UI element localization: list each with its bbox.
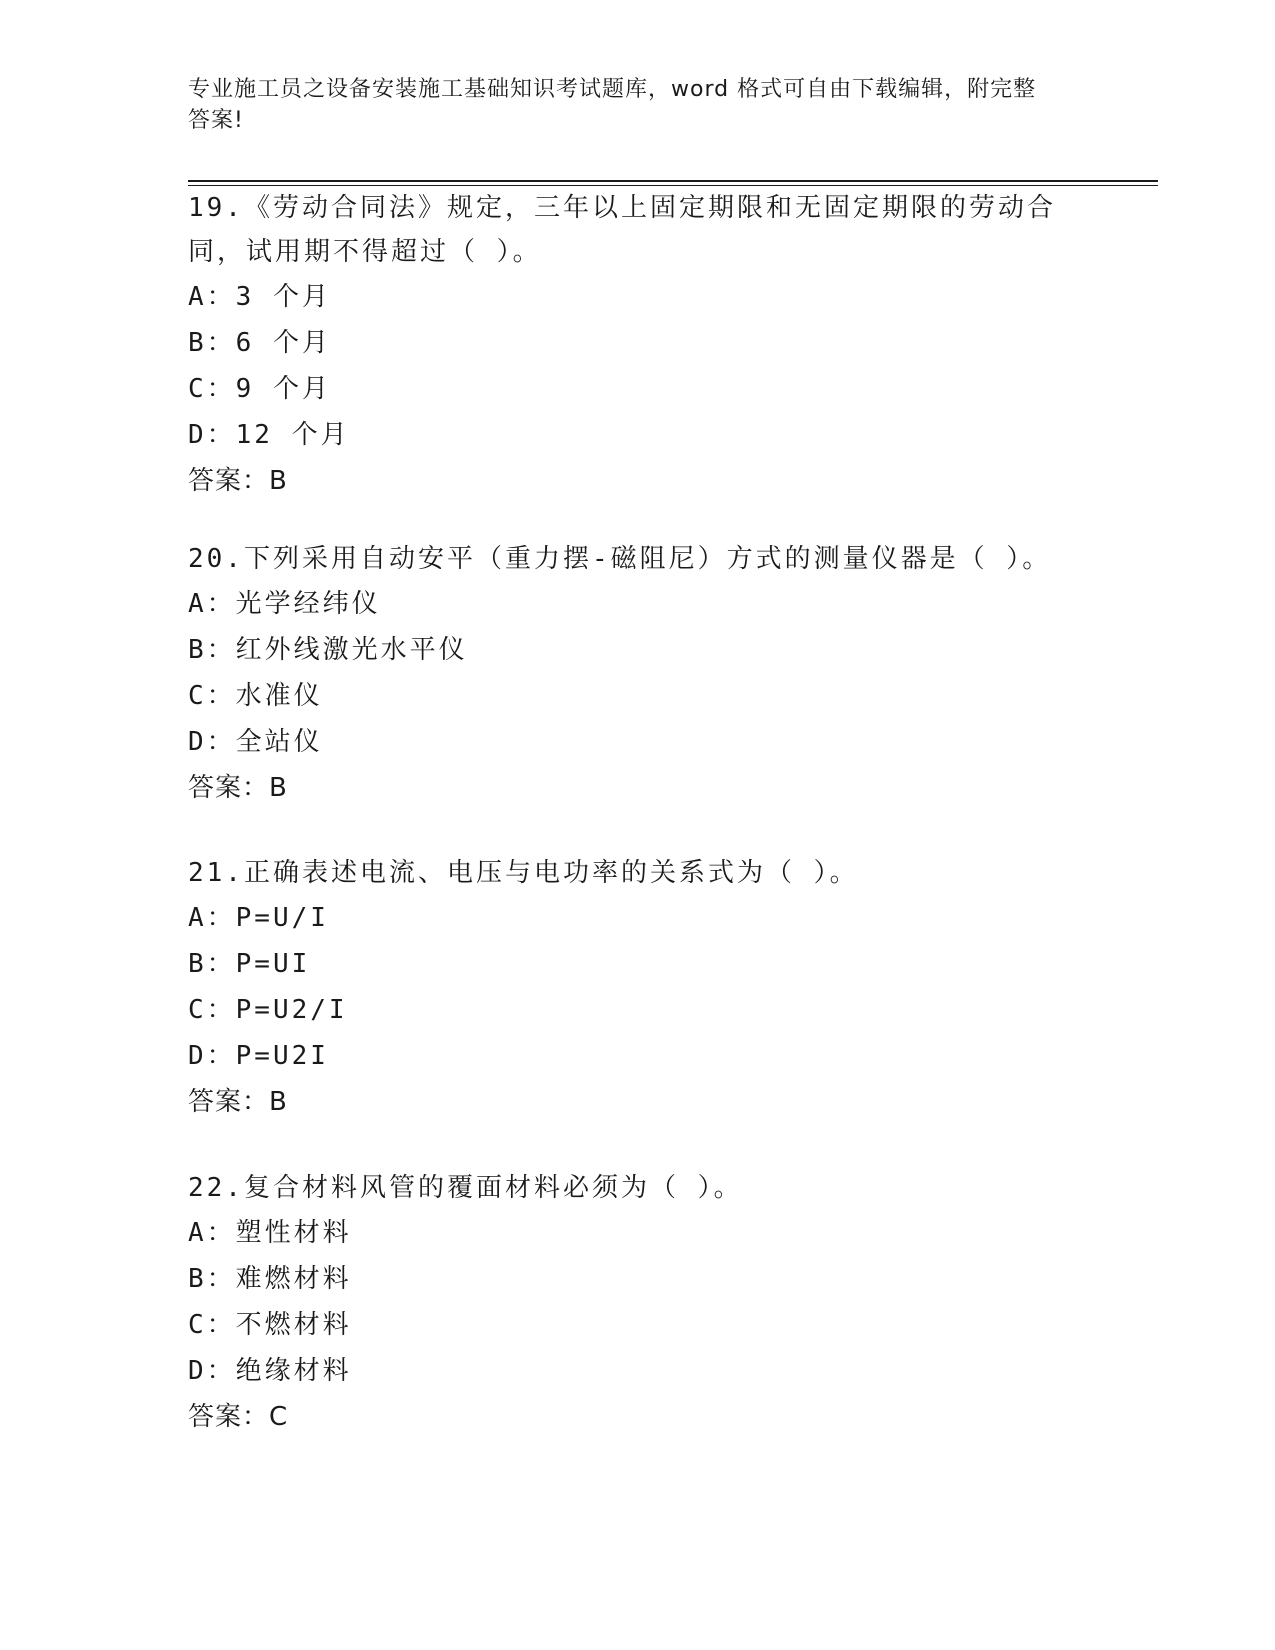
question-21 bbox=[188, 851, 1088, 1125]
option-c: C：P=U2/I bbox=[188, 995, 348, 1025]
option-c: C：9 个月 bbox=[188, 374, 331, 404]
answer-line: 答案：B bbox=[188, 773, 288, 803]
question-stem: 20.下列采用自动安平（重力摆-磁阻尼）方式的测量仪器是（ ）。 bbox=[188, 544, 1052, 574]
option-a: A：光学经纬仪 bbox=[188, 589, 381, 619]
option-b: B：红外线激光水平仪 bbox=[188, 635, 468, 665]
option-a: A：3 个月 bbox=[188, 282, 331, 312]
answer-line: 答案：C bbox=[188, 1402, 289, 1432]
option-b: B：P=UI bbox=[188, 949, 311, 979]
document-header: 专业施工员之设备安装施工基础知识考试题库，word 格式可自由下载编辑，附完整答案! bbox=[188, 77, 1037, 133]
option-b: B：难燃材料 bbox=[188, 1264, 352, 1294]
option-d: D：P=U2I bbox=[188, 1041, 329, 1071]
question-22 bbox=[188, 1166, 1088, 1440]
option-d: D：12 个月 bbox=[188, 420, 350, 450]
question-stem: 22.复合材料风管的覆面材料必须为（ ）。 bbox=[188, 1173, 743, 1203]
question-stem: 19.《劳动合同法》规定，三年以上固定期限和无固定期限的劳动合同，试用期不得超过（ ）。 bbox=[188, 193, 1056, 267]
question-20 bbox=[188, 537, 1088, 811]
answer-line: 答案：B bbox=[188, 1087, 288, 1117]
option-c: C：不燃材料 bbox=[188, 1310, 352, 1340]
option-a: A：P=U/I bbox=[188, 903, 329, 933]
option-b: B：6 个月 bbox=[188, 328, 331, 358]
option-c: C：水准仪 bbox=[188, 681, 323, 711]
question-19 bbox=[188, 186, 1088, 504]
divider-thick-line bbox=[188, 180, 1158, 182]
option-a: A：塑性材料 bbox=[188, 1218, 352, 1248]
question-stem: 21.正确表述电流、电压与电功率的关系式为（ ）。 bbox=[188, 858, 859, 888]
answer-line: 答案：B bbox=[188, 466, 288, 496]
document-page bbox=[188, 0, 1158, 1650]
option-d: D：全站仪 bbox=[188, 727, 323, 757]
option-d: D：绝缘材料 bbox=[188, 1356, 352, 1386]
